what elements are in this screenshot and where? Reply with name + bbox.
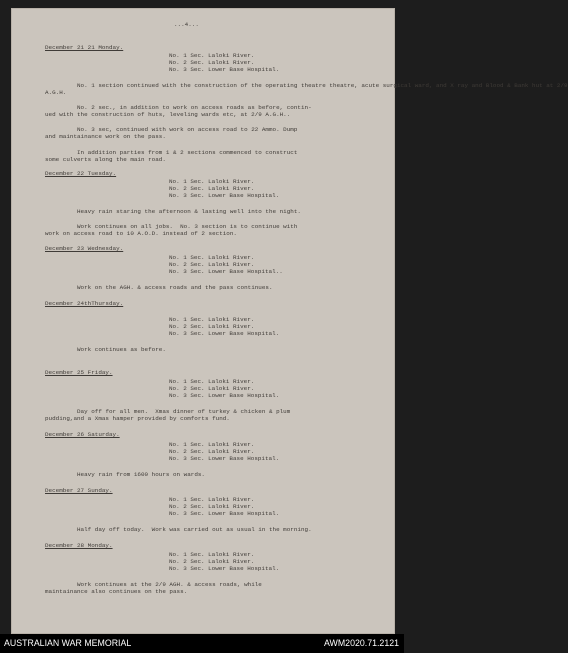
section-line: No. 2 Sec. Laloki River. [169,323,255,330]
body-line: Day off for all men. Xmas dinner of turkey & chicken & plum [77,408,291,415]
section-line: No. 2 Sec. Laloki River. [169,185,255,192]
body-line: Work on the AGH. & access roads and the pass continues. [77,284,273,291]
section-line: No. 3 Sec. Lower Base Hospital. [169,330,280,337]
footer-reference: AWM2020.71.2121 [324,638,399,648]
body-line: ued with the construction of huts, leveling wards etc, at 2/9 A.G.H.. [45,111,291,118]
section-line: No. 3 Sec. Lower Base Hospital. [169,510,280,517]
section-line: No. 1 Sec. Laloki River. [169,316,255,323]
date-heading: December 21 21 Monday. [45,44,124,51]
body-line: A.G.H. [45,89,67,96]
body-line: No. 2 sec., in addition to work on access roads as before, contin- [77,104,312,111]
date-heading: December 22 Tuesday. [45,170,117,177]
section-line: No. 2 Sec. Laloki River. [169,59,255,66]
body-line: Work continues at the 2/9 AGH. & access roads, while [77,581,262,588]
section-line: No. 1 Sec. Laloki River. [169,178,255,185]
body-line: Heavy rain from 1600 hours on wards. [77,471,205,478]
section-line: No. 1 Sec. Laloki River. [169,441,255,448]
date-heading: December 27 Sunday. [45,487,113,494]
body-line: In addition parties from 1 & 2 sections commenced to construct [77,149,298,156]
date-heading: December 26 Saturday. [45,431,120,438]
section-line: No. 3 Sec. Lower Base Hospital.. [169,268,283,275]
body-line: Work continues as before. [77,346,166,353]
body-line: No. 1 section continued with the construction of the operating theatre theatre, acute surgical ward, and X ray and Blood & Bank hut at 2/9 [77,82,568,89]
body-line: and maintainance work on the pass. [45,133,166,140]
archive-footer [0,634,404,653]
section-line: No. 3 Sec. Lower Base Hospital. [169,66,280,73]
footer-institution: AUSTRALIAN WAR MEMORIAL [4,638,132,648]
page-number: ...4... [174,21,199,28]
section-line: No. 1 Sec. Laloki River. [169,496,255,503]
section-line: No. 2 Sec. Laloki River. [169,385,255,392]
body-line: No. 3 sec, continued with work on access road to 22 Ammo. Dump [77,126,298,133]
body-line: Half day off today. Work was carried out as usual in the morning. [77,526,312,533]
body-line: pudding,and a Xmas hamper provided by comforts fund. [45,415,230,422]
section-line: No. 2 Sec. Laloki River. [169,261,255,268]
document-page [11,8,568,634]
section-line: No. 2 Sec. Laloki River. [169,448,255,455]
body-line: some culverts along the main road. [45,156,166,163]
body-line: Heavy rain staring the afternoon & lasting well into the night. [77,208,301,215]
date-heading: December 23 Wednesday. [45,245,124,252]
section-line: No. 3 Sec. Lower Base Hospital. [169,192,280,199]
section-line: No. 1 Sec. Laloki River. [169,254,255,261]
date-heading: December 28 Monday. [45,542,113,549]
body-line: Work continues on all jobs. No. 3 section is to continue with [77,223,298,230]
section-line: No. 2 Sec. Laloki River. [169,503,255,510]
body-line: work on access road to 10 A.O.D. instead of 2 section. [45,230,237,237]
body-line: maintainance also continues on the pass. [45,588,188,595]
section-line: No. 3 Sec. Lower Base Hospital. [169,455,280,462]
section-line: No. 1 Sec. Laloki River. [169,551,255,558]
section-line: No. 1 Sec. Laloki River. [169,52,255,59]
date-heading: December 24thThursday. [45,300,124,307]
section-line: No. 2 Sec. Laloki River. [169,558,255,565]
date-heading: December 25 Friday. [45,369,113,376]
section-line: No. 1 Sec. Laloki River. [169,378,255,385]
section-line: No. 3 Sec. Lower Base Hospital. [169,565,280,572]
section-line: No. 3 Sec. Lower Base Hospital. [169,392,280,399]
